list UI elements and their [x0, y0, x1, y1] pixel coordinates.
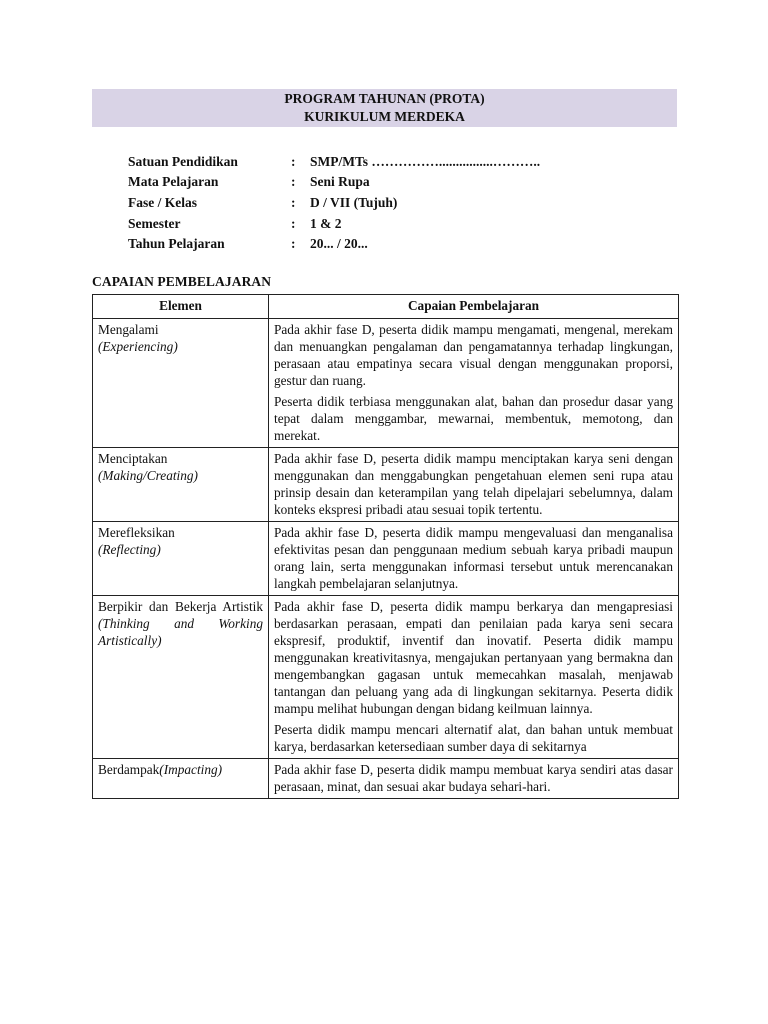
elemen-cell: [93, 522, 269, 596]
info-row-satuan-pendidikan: [128, 151, 540, 172]
document-title: PROGRAM TAHUNAN (PROTA): [284, 91, 485, 106]
capaian-paragraph: Peserta didik terbiasa menggunakan alat, bahan dan prosedur dasar yang tepat dalam menggambar, mewarnai, membentuk, memotong, dan merekat.: [274, 394, 673, 443]
capaian-table: [92, 294, 679, 799]
elemen-english: (Thinking and Working Artistically): [98, 616, 263, 648]
info-value: Seni Rupa: [310, 174, 370, 190]
elemen-name: Merefleksikan: [98, 525, 175, 540]
capaian-cell: [269, 759, 679, 799]
info-colon: :: [291, 174, 296, 190]
table-row: [93, 522, 679, 596]
table-header-row: [93, 295, 679, 319]
column-header-capaian: Capaian Pembelajaran: [269, 295, 679, 319]
column-header-elemen: Elemen: [93, 295, 269, 319]
elemen-english: (Making/Creating): [98, 468, 198, 483]
elemen-name: Mengalami: [98, 322, 159, 337]
elemen-cell: [93, 759, 269, 799]
section-heading: CAPAIAN PEMBELAJARAN: [92, 274, 272, 289]
info-label: Satuan Pendidikan: [128, 153, 238, 169]
elemen-name: Berpikir dan Bekerja Artistik: [98, 599, 263, 614]
capaian-paragraph: Peserta didik mampu mencari alternatif alat, dan bahan untuk membuat karya, berdasarkan ketersediaan sumber daya di sekitarnya: [274, 722, 673, 754]
info-row-fase-kelas: [128, 192, 540, 213]
info-label: Fase / Kelas: [128, 194, 197, 210]
table-row: [93, 596, 679, 759]
info-row-mata-pelajaran: [128, 172, 540, 193]
capaian-paragraph: Pada akhir fase D, peserta didik mampu berkarya dan mengapresiasi berdasarkan perasaan, empati dan penilaian pada karya seni secara ekspresif, produktif, inventif dan inovatif. Peserta didik mampu menggunakan kreativitasnya, mengajukan pertanyaan yang bermakna dan mengembangkan gagasan untuk memecahkan masalah, menjawab tantangan dan peluang yang ada di lingkungan sekitarnya. Peserta didik mampu melihat hubungan dengan bidang keilmuan lainnya.: [274, 599, 673, 716]
capaian-paragraph: Pada akhir fase D, peserta didik mampu mengamati, mengenal, merekam dan menuangkan pengalaman dan pengamatannya terhadap lingkungan, perasaan atau empatinya secara visual dengan menggunakan proporsi, gestur dan ruang.: [274, 322, 673, 388]
capaian-paragraph: Pada akhir fase D, peserta didik mampu mengevaluasi dan menganalisa efektivitas pesan dan penggunaan medium sebuah karya pribadi maupun orang lain, serta menggunakan informasi tersebut untuk merencanakan langkah pembelajaran selanjutnya.: [274, 525, 673, 591]
info-row-semester: [128, 213, 540, 234]
elemen-cell: [93, 319, 269, 448]
capaian-cell: [269, 522, 679, 596]
info-colon: :: [291, 215, 296, 231]
info-colon: :: [291, 194, 296, 210]
table-row: [93, 319, 679, 448]
table-row: [93, 759, 679, 799]
elemen-cell: [93, 596, 269, 759]
capaian-cell: [269, 596, 679, 759]
capaian-paragraph: Pada akhir fase D, peserta didik mampu menciptakan karya seni dengan menggunakan dan menggabungkan pengetahuan elemen seni rupa atau prinsip desain dan keterampilan yang telah dipelajari sebelumnya, dalam konteks ekspresi pribadi atau sesuai topik tertentu.: [274, 451, 673, 517]
info-value: 1 & 2: [310, 215, 342, 231]
info-label: Mata Pelajaran: [128, 174, 219, 190]
info-value: D / VII (Tujuh): [310, 194, 398, 210]
elemen-name: Menciptakan: [98, 451, 168, 466]
elemen-english: (Experiencing): [98, 339, 178, 354]
capaian-cell: [269, 448, 679, 522]
info-label: Semester: [128, 215, 181, 231]
document-subtitle: KURIKULUM MERDEKA: [304, 109, 465, 124]
table-row: [93, 448, 679, 522]
info-row-tahun-pelajaran: [128, 233, 540, 254]
info-colon: :: [291, 153, 296, 169]
capaian-paragraph: Pada akhir fase D, peserta didik mampu membuat karya sendiri atas dasar perasaan, minat, dan sesuai akar budaya sehari-hari.: [274, 762, 673, 794]
info-label: Tahun Pelajaran: [128, 236, 225, 252]
document-title-band: [92, 89, 677, 127]
capaian-cell: [269, 319, 679, 448]
elemen-english: (Impacting): [159, 762, 223, 777]
identity-block: [128, 151, 540, 254]
info-value: 20... / 20...: [310, 236, 368, 252]
info-colon: :: [291, 236, 296, 252]
elemen-cell: [93, 448, 269, 522]
elemen-english: (Reflecting): [98, 542, 161, 557]
elemen-name: Berdampak: [98, 762, 160, 777]
info-value: SMP/MTs ……………................………..: [310, 153, 541, 169]
